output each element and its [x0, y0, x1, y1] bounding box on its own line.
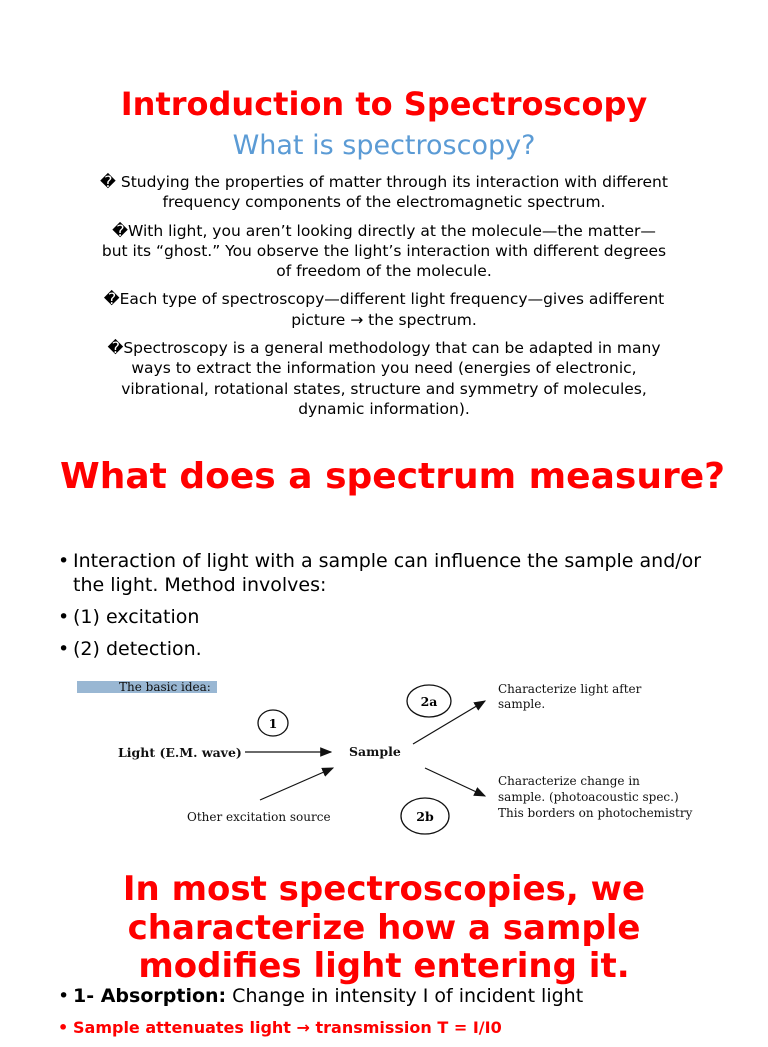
list-item: • Sample attenuates light → transmission T = I/I0 — [58, 1015, 748, 1041]
basic-idea-banner: The basic idea: — [77, 681, 217, 693]
intro-paragraph: � Studying the properties of matter through its interaction with different frequency components of the electromagnetic spectrum. — [100, 173, 668, 212]
list-item — [58, 983, 748, 1009]
circle-2b-label: 2b — [416, 809, 434, 824]
other-source-label: Other excitation source — [187, 810, 331, 824]
basic-idea-diagram — [75, 668, 693, 848]
char-change-line: sample. (photoacoustic spec.) — [498, 790, 679, 804]
arrow-other-to-sample — [260, 768, 333, 800]
measure-bullet-list — [58, 549, 728, 669]
light-label: Light (E.M. wave) — [118, 745, 242, 760]
intro-paragraphs — [100, 172, 668, 427]
absorption-bullet-list — [58, 983, 748, 1047]
sample-label: Sample — [349, 744, 401, 759]
char-light-line: sample. — [498, 697, 546, 711]
intro-paragraph: �With light, you aren’t looking directly at the molecule—the matter—but its “ghost.” You observe the light’s interaction with different degrees of freedom of the molecule. — [101, 221, 667, 281]
list-item: • Interaction of light with a sample can influence the sample and/or the light. Method involves: — [58, 549, 728, 597]
intro-paragraph: �Spectroscopy is a general methodology that can be adapted in many ways to extract the information you need (energies of electronic, vibrational, rotational states, structure and symmetry of molecules, dynamic information). — [107, 339, 661, 418]
circle-2a-label: 2a — [420, 694, 438, 709]
page-title: Introduction to Spectroscopy — [120, 85, 648, 123]
section-heading-characterize: In most spectroscopies, we characterize how a sample modifies light entering it. — [122, 869, 646, 986]
char-light-line: Characterize light after — [498, 682, 642, 696]
char-change-line: This borders on photochemistry — [498, 806, 693, 820]
char-change-line: Characterize change in — [498, 774, 640, 788]
arrow-sample-to-2b — [425, 768, 485, 796]
list-item: • (1) excitation — [58, 605, 728, 629]
page-subtitle: What is spectroscopy? — [232, 130, 536, 161]
absorption-description: Change in intensity I of incident light — [226, 985, 584, 1007]
intro-paragraph: �Each type of spectroscopy—different light frequency—gives adifferent picture → the spectrum. — [103, 290, 665, 329]
list-item: • (2) detection. — [58, 637, 728, 661]
absorption-term: 1- Absorption: — [73, 985, 227, 1007]
section-heading-spectrum-measure: What does a spectrum measure? — [60, 456, 725, 497]
circle-1-label: 1 — [268, 716, 278, 731]
